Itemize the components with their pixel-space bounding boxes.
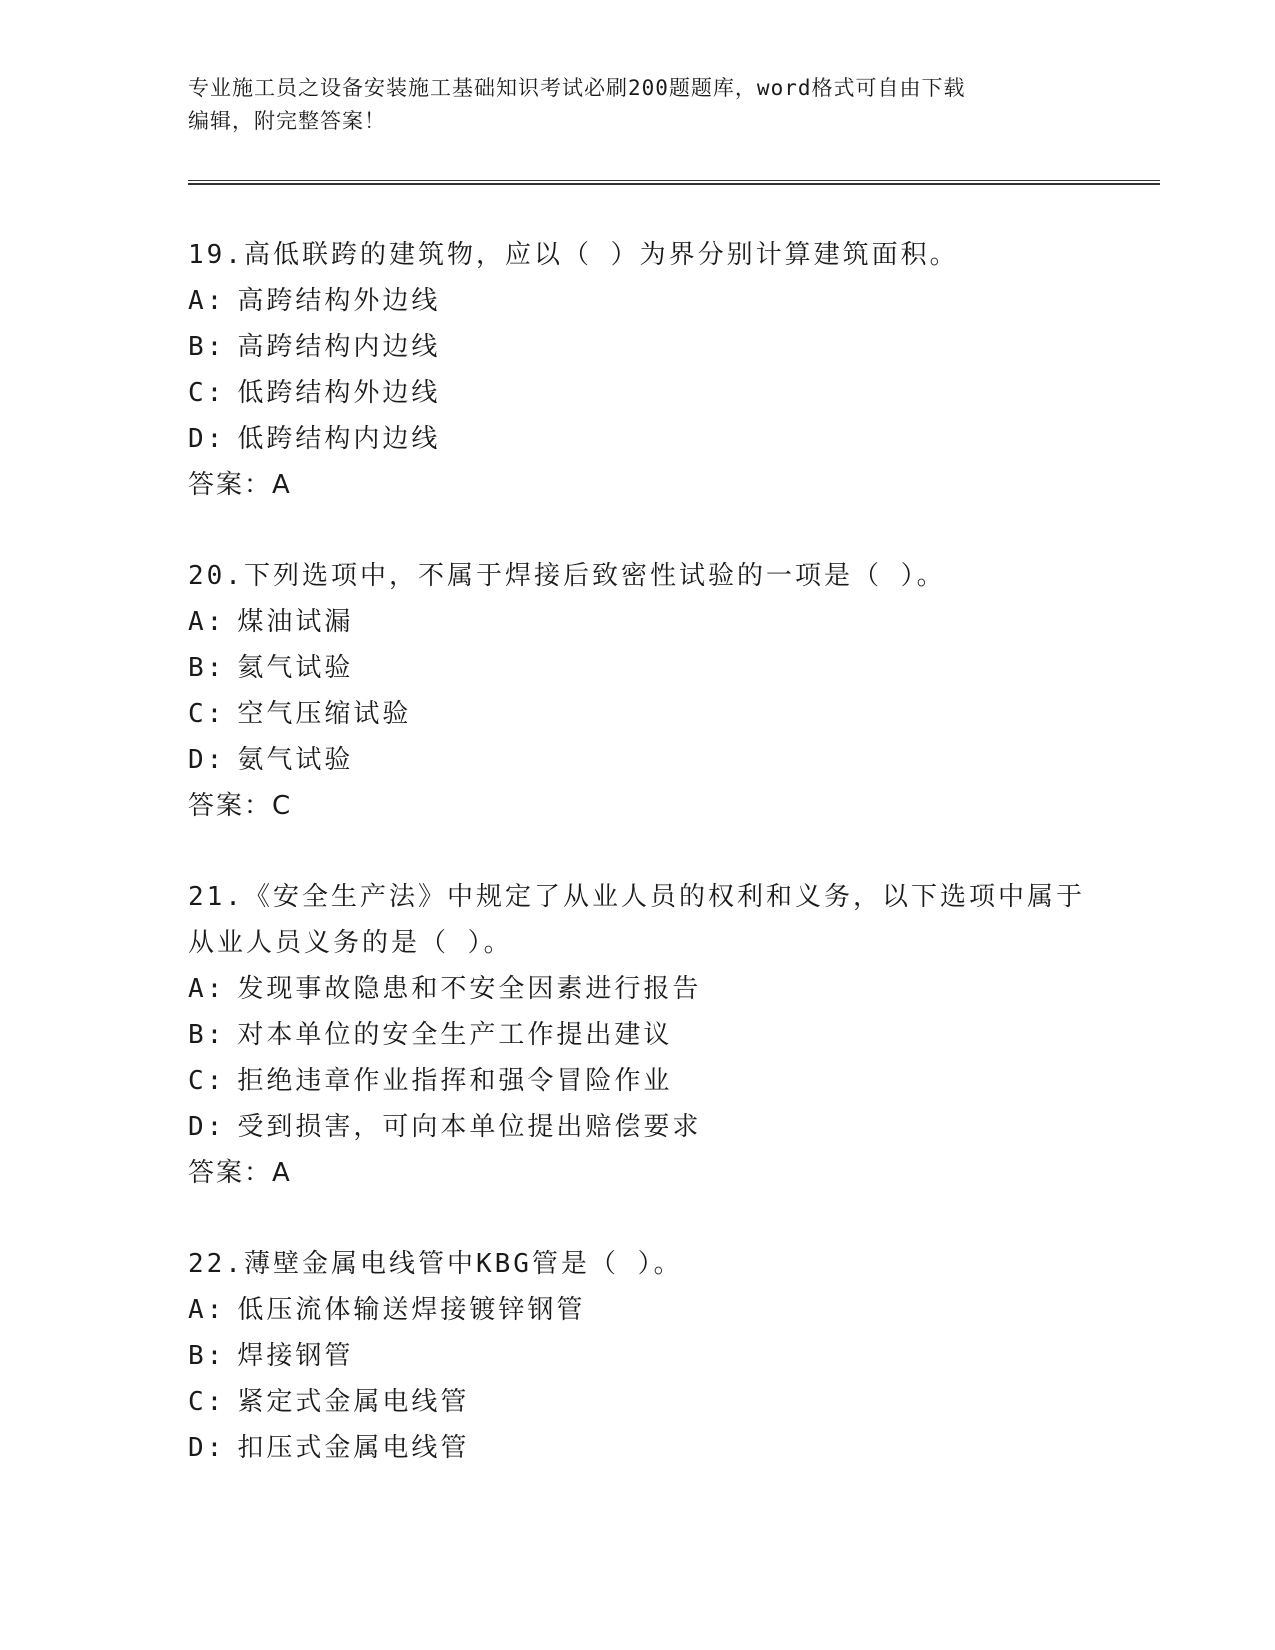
header-line-1: 专业施工员之设备安装施工基础知识考试必刷200题题库，word格式可自由下载 (188, 76, 966, 100)
option-text: 发现事故隐患和不安全因素进行报告 (237, 974, 702, 1004)
question-stem: 高低联跨的建筑物，应以（ ）为界分别计算建筑面积。 (243, 240, 959, 270)
option-text: 对本单位的安全生产工作提出建议 (237, 1020, 673, 1050)
option-c (188, 1379, 1188, 1425)
option-d (188, 416, 1188, 462)
question-number: 19. (188, 240, 244, 270)
answer-value: A (272, 1158, 292, 1188)
option-text: 低跨结构外边线 (237, 378, 441, 408)
answer-label: 答案： (188, 791, 273, 821)
option-text: 焊接钢管 (237, 1341, 354, 1371)
question-text (188, 232, 1188, 278)
question-21 (188, 874, 1188, 1196)
option-letter: C: (188, 378, 226, 408)
option-letter: A: (188, 607, 226, 637)
option-text: 受到损害，可向本单位提出赔偿要求 (237, 1112, 702, 1142)
option-letter: D: (188, 1433, 226, 1463)
option-b (188, 1012, 1188, 1058)
option-letter: A: (188, 974, 226, 1004)
question-number: 21. (188, 882, 244, 912)
option-letter: D: (188, 1112, 226, 1142)
question-22 (188, 1241, 1188, 1471)
question-stem: 《安全生产法》中规定了从业人员的权利和义务，以下选项中属于 (243, 882, 1085, 912)
option-text: 氦气试验 (237, 653, 354, 683)
question-list (188, 232, 1188, 1516)
option-text: 扣压式金属电线管 (237, 1433, 470, 1463)
option-letter: A: (188, 1295, 226, 1325)
question-text (188, 1241, 1188, 1287)
option-c (188, 1058, 1188, 1104)
question-text-continued: 从业人员义务的是（ ）。 (188, 928, 513, 958)
option-letter: D: (188, 424, 226, 454)
option-letter: B: (188, 653, 226, 683)
option-a (188, 599, 1188, 645)
question-stem: 薄壁金属电线管中KBG管是（ ）。 (243, 1249, 683, 1279)
option-letter: B: (188, 332, 226, 362)
option-letter: C: (188, 1387, 226, 1417)
option-d (188, 737, 1188, 783)
answer-line (188, 462, 1188, 508)
question-number: 22. (188, 1249, 244, 1279)
header-divider (188, 180, 1160, 185)
option-text: 氨气试验 (237, 745, 354, 775)
option-letter: D: (188, 745, 226, 775)
option-c (188, 370, 1188, 416)
option-b (188, 1333, 1188, 1379)
option-text: 拒绝违章作业指挥和强令冒险作业 (237, 1066, 673, 1096)
answer-label: 答案： (188, 1158, 273, 1188)
answer-value: C (272, 791, 293, 821)
option-letter: B: (188, 1020, 226, 1050)
question-text (188, 553, 1188, 599)
option-text: 低跨结构内边线 (237, 424, 441, 454)
option-text: 煤油试漏 (237, 607, 354, 637)
option-text: 空气压缩试验 (237, 699, 412, 729)
option-letter: C: (188, 1066, 226, 1096)
option-c (188, 691, 1188, 737)
option-a (188, 278, 1188, 324)
answer-label: 答案： (188, 470, 273, 500)
option-letter: C: (188, 699, 226, 729)
option-text: 紧定式金属电线管 (237, 1387, 470, 1417)
question-20 (188, 553, 1188, 829)
header-line-2: 编辑，附完整答案！ (188, 109, 386, 133)
option-text: 低压流体输送焊接镀锌钢管 (237, 1295, 586, 1325)
answer-value: A (272, 470, 292, 500)
document-header (188, 72, 1088, 138)
option-d (188, 1425, 1188, 1471)
answer-line (188, 1150, 1188, 1196)
option-text: 高跨结构内边线 (237, 332, 441, 362)
option-text: 高跨结构外边线 (237, 286, 441, 316)
option-d (188, 1104, 1188, 1150)
question-text (188, 874, 1188, 920)
question-number: 20. (188, 561, 244, 591)
option-letter: B: (188, 1341, 226, 1371)
question-19 (188, 232, 1188, 508)
answer-line (188, 783, 1188, 829)
question-stem: 下列选项中，不属于焊接后致密性试验的一项是（ ）。 (243, 561, 946, 591)
option-a (188, 1287, 1188, 1333)
option-letter: A: (188, 286, 226, 316)
option-b (188, 645, 1188, 691)
option-a (188, 966, 1188, 1012)
option-b (188, 324, 1188, 370)
